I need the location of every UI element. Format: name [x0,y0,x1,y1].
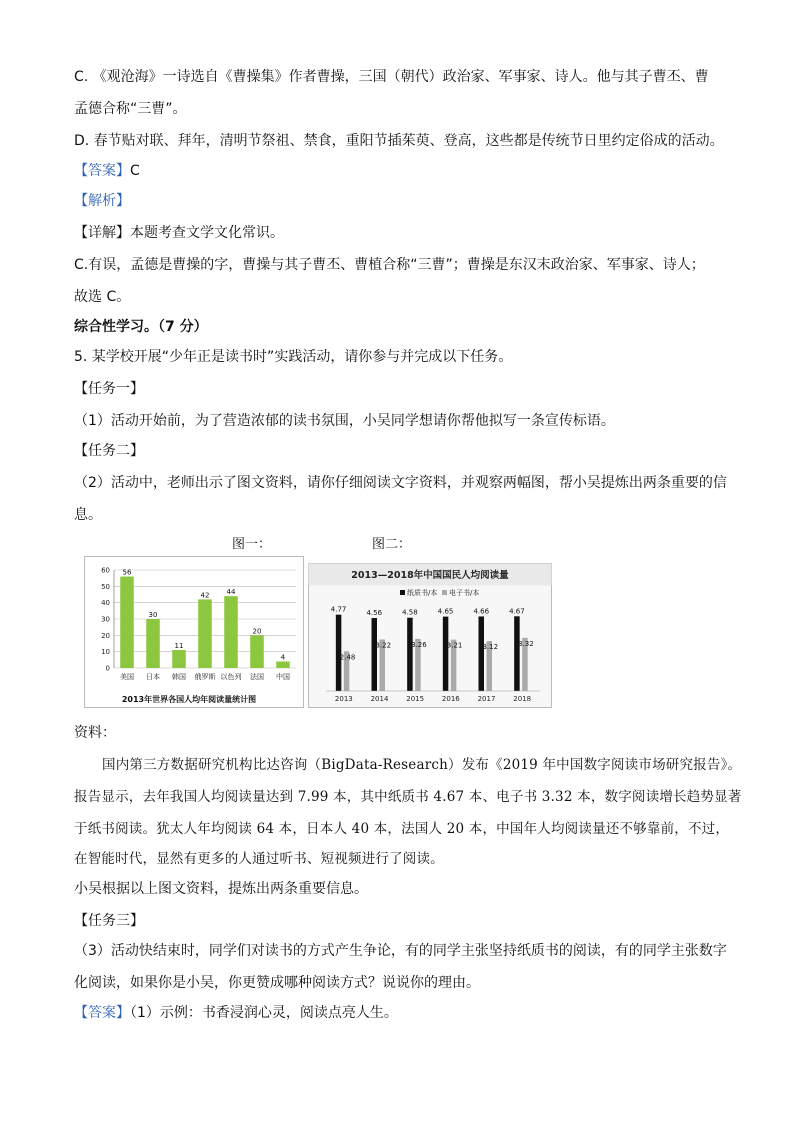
chart-1-svg [84,556,304,708]
chart-1-y-tick: 0 [105,664,110,673]
chart-1-data-label: 44 [226,588,236,597]
chart-1-x-tick: 韩国 [172,673,186,681]
chart-1-data-label: 30 [148,611,158,619]
material-line-3: 于纸书阅读。犹太人年均阅读 64 本，日本人 40 本，法国人 20 本，中国年人均阅读量还不够靠前，不过， [74,821,730,837]
chart-2-bar [407,618,413,691]
chart-2-data-label: 4.66 [473,607,490,616]
section-heading: 综合性学习。（7 分） [74,319,208,335]
chart-1-bar [250,635,264,668]
option-c-line-cont: 孟德合称“三曹”。 [74,101,187,117]
task-2-question: （2）活动中，老师出示了图文资料，请你仔细阅读文字资料，并观察两幅图，帮小吴提炼出两条重要的信 [74,475,727,491]
material-line-2: 报告显示，去年我国人均阅读量达到 7.99 本，其中纸质书 4.67 本、电子书 3.32 本，数字阅读增长趋势显著 [74,789,742,805]
chart-2-x-tick: 2018 [513,695,532,703]
option-d-line: D. 春节贴对联、拜年，清明节祭祖、禁食，重阳节插茱萸、登高，这些都是传统节日里约定俗成的活动。 [74,133,724,149]
chart-1-frame [85,557,304,708]
chart-1-bar [172,650,186,668]
chart-1-x-tick: 俄罗斯 [194,673,216,681]
chart-1-bar [120,577,134,668]
chart-1-caption: 2013年世界各国人均年阅读量统计图 [121,695,257,704]
task-3-question-cont: 化阅读，如果你是小吴，你更赞成哪种阅读方式？说说你的理由。 [74,975,480,991]
chart-2-data-label: 4.56 [366,609,383,618]
chart-2-bar [514,616,520,691]
chart-2-x-tick: 2016 [441,695,460,703]
summary-line: 小吴根据以上图文资料，提炼出两条重要信息。 [74,881,368,897]
option-c-line: C. 《观沧海》一诗选自《曹操集》作者曹操，三国（朝代）政治家、军事家、诗人。他与其子曹丕、曹 [74,69,709,85]
material-line-1: 国内第三方数据研究机构比达咨询（BigData-Research）发布《2019 年中国数字阅读市场研究报告》。 [102,757,742,773]
answer-row [74,160,140,182]
chart-1-data-label: 56 [122,568,132,577]
chart-2-bar [479,616,485,691]
final-answer-text: （1）示例：书香浸润心灵，阅读点亮人生。 [130,1005,398,1021]
chart-2-x-tick: 2014 [370,695,389,703]
task-2-question-cont: 息。 [74,507,102,523]
chart-2-data-label: 4.77 [330,605,347,614]
chart-1-bar [198,599,212,668]
conclusion-line: 故选 C。 [74,289,131,305]
chart-1-bar [276,661,290,668]
chart-2-x-tick: 2013 [334,695,353,703]
chart-2-container [308,563,552,712]
material-line-4: 在智能时代，显然有更多的人通过听书、短视频进行了阅读。 [74,851,444,867]
chart-2-title: 2013—2018年中国国民人均阅读量 [351,570,509,581]
chart-2-data-label: 4.58 [402,608,418,617]
chart-2-x-tick: 2017 [477,695,496,703]
chart-2-data-label: 3.12 [482,643,499,652]
chart-2-bar [443,617,449,691]
chart-1-data-label: 20 [252,627,262,636]
chart-2-data-label: 2.48 [339,653,356,662]
answer-tag: 【答案】 [74,163,130,179]
chart-2-data-label: 3.22 [375,641,392,650]
chart-1-container [84,556,304,712]
detail-explanation: C.有误，孟德是曹操的字，曹操与其子曹丕、曹植合称“三曹”；曹操是东汉末政治家、军事家、诗人； [74,257,705,273]
chart-2-data-label: 4.65 [437,607,454,616]
chart-1-y-tick: 30 [101,615,110,624]
chart-1-x-tick: 中国 [276,673,290,681]
chart-2-legend-label: 电子书/本 [449,589,480,597]
chart-2-data-label: 3.32 [518,639,534,648]
chart-2-x-tick: 2015 [406,695,425,703]
chart-1-data-label: 11 [174,642,184,651]
analysis-tag: 【解析】 [74,193,130,209]
chart-1-y-tick: 10 [101,648,110,657]
chart-2-legend-swatch [442,590,447,595]
chart-2-data-label: 3.21 [446,641,463,650]
chart-2-svg [308,563,552,708]
final-answer-row [74,1002,398,1024]
chart-2-bar [372,618,378,691]
task-3-heading: 【任务三】 [74,913,144,929]
chart-2-legend-swatch [400,590,405,595]
chart-1-y-tick: 50 [101,582,110,591]
chart-1-x-tick: 以色列 [220,673,242,681]
chart-1-y-tick: 40 [101,599,110,608]
chart-2-data-label: 4.67 [509,607,525,616]
question-5: 5. 某学校开展“少年正是读书时”实践活动，请你参与并完成以下任务。 [74,349,513,365]
final-answer-tag: 【答案】 [74,1005,130,1021]
task-3-question: （3）活动快结束时，同学们对读书的方式产生争论，有的同学主张坚持纸质书的阅读，有的同学主张数字 [74,943,727,959]
figure-1-label: 图一： [232,537,272,552]
materials-label: 资料： [74,725,116,741]
task-2-heading: 【任务二】 [74,443,144,459]
detail-text: 本题考查文学文化常识。 [130,225,284,241]
chart-2-data-label: 3.26 [411,640,427,649]
chart-1-x-tick: 日本 [146,673,160,681]
figure-2-label: 图二： [372,537,412,552]
chart-1-y-tick: 60 [101,566,110,575]
chart-1-bar [224,596,238,668]
chart-1-data-label: 42 [200,591,210,600]
chart-2-legend-label: 纸质书/本 [407,589,438,597]
chart-1-data-label: 4 [280,653,286,662]
chart-1-x-tick: 法国 [250,673,264,681]
chart-1-bar [146,619,160,668]
chart-1-x-tick: 美国 [120,673,134,681]
answer-value: C [130,163,140,179]
detail-tag: 【详解】 [74,225,130,241]
detail-row [74,222,284,244]
task-1-heading: 【任务一】 [74,381,144,397]
task-1-question: （1）活动开始前，为了营造浓郁的读书氛围，小吴同学想请你帮他拟写一条宣传标语。 [74,413,615,429]
chart-1-y-tick: 20 [101,631,110,640]
